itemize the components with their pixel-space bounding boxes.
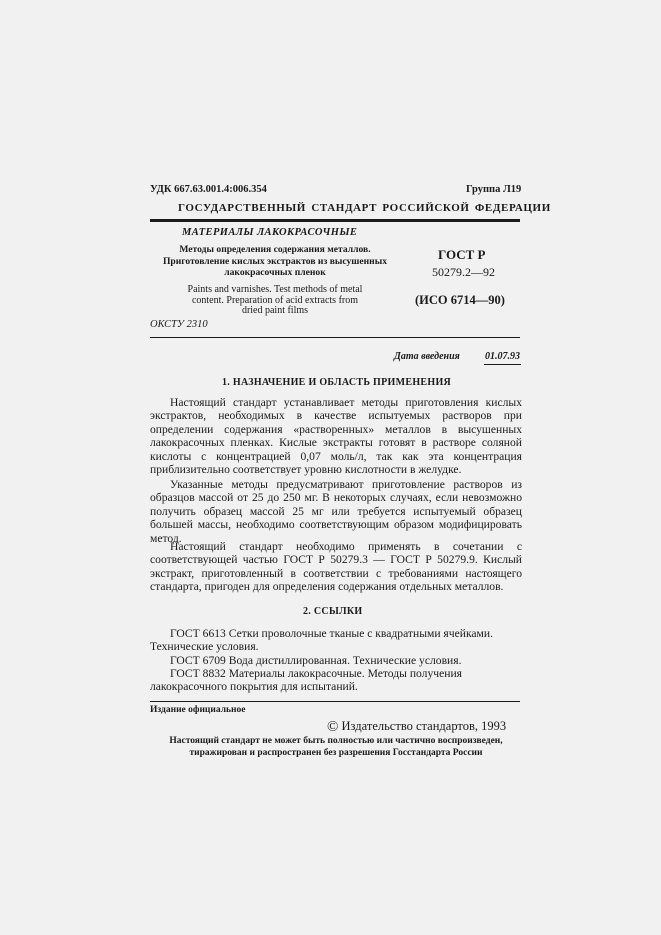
intro-date-value: 01.07.93 <box>485 351 520 362</box>
en-title <box>150 285 400 317</box>
ru-title-line: Приготовление кислых экстрактов из высушенных <box>162 255 388 267</box>
paragraph-text: Настоящий стандарт устанавливает методы приготовления кислых экстрактов, необходимых в качестве испытуемых растворов при определении содержания «растворенных» металлов в высушенных лакокрасочных пленках. Кислые экстракты готовят в растворе соляной кислоты с концентрацией 0,07 моль/л, так как эта концентрация приблизительно соответствует уровню кислотности в желудке. <box>150 396 522 477</box>
reference-text: ГОСТ 8832 Материалы лакокрасочные. Методы получения лакокрасочного покрытия для испытаний. <box>150 667 462 694</box>
intro-date-label: Дата введения <box>394 351 460 362</box>
footer-rule <box>150 701 520 702</box>
header-rule-thick <box>150 219 520 222</box>
ru-title <box>150 244 400 279</box>
section1-paragraph-3 <box>150 540 522 594</box>
notice-line: тиражирован и распространен без разрешения Госстандарта России <box>189 747 483 758</box>
state-standard-title: ГОСУДАРСТВЕННЫЙ СТАНДАРТ РОССИЙСКОЙ ФЕДЕРАЦИИ <box>178 202 551 214</box>
group-code: Группа Л19 <box>466 184 522 195</box>
en-title-line: content. Preparation of acid extracts from <box>191 294 359 306</box>
section2-heading: 2. ССЫЛКИ <box>303 606 363 617</box>
en-title-line: dried paint films <box>241 305 309 316</box>
reference-text: ГОСТ 6709 Вода дистиллированная. Технические условия. <box>170 654 462 667</box>
ru-title-line: лакокрасочных пленок <box>224 267 326 278</box>
reference-text: ГОСТ 6613 Сетки проволочные тканые с квадратными ячейками. Технические условия. <box>150 627 493 654</box>
gost-number: 50279.2—92 <box>432 265 495 279</box>
category-title: МАТЕРИАЛЫ ЛАКОКРАСОЧНЫЕ <box>182 227 358 238</box>
okstu-code: ОКСТУ 2310 <box>150 319 208 330</box>
gost-label: ГОСТ Р <box>438 247 486 262</box>
reference-item <box>150 627 522 654</box>
section1-heading: 1. НАЗНАЧЕНИЕ И ОБЛАСТЬ ПРИМЕНЕНИЯ <box>222 377 452 388</box>
intro-date-underline <box>484 364 521 365</box>
iso-number: (ИСО 6714—90) <box>415 293 505 307</box>
paragraph-text: Указанные методы предусматривают приготовление растворов из образцов массой от 25 до 250 мг. В некоторых случаях, если невозможно получить образец массой 25 мг или требуется испытуемый образец большей массы, необходимо соответствующим образом модифицировать метод. <box>150 478 522 545</box>
reference-item <box>150 654 522 667</box>
section1-paragraph-1 <box>150 396 522 476</box>
en-title-line: Paints and varnishes. Test methods of metal <box>187 284 363 295</box>
udk-code: УДК 667.63.001.4:006.354 <box>150 184 267 195</box>
paragraph-text: Настоящий стандарт необходимо применять в сочетании с соответствующей частью ГОСТ Р 50279.3 — ГОСТ Р 50279.9. Кислый экстракт, приготовленный в соответствии с требованиями настоящего стандарта, пригоден для определения содержания отдельных металлов. <box>150 540 522 594</box>
official-edition-label: Издание официальное <box>150 705 246 715</box>
copyright-line <box>327 719 506 736</box>
copyright-text: Издательство стандартов, 1993 <box>341 719 507 733</box>
section1-paragraph-2 <box>150 478 522 545</box>
notice-line: Настоящий стандарт не может быть полностью или частично воспроизведен, <box>169 736 503 746</box>
reference-item <box>150 667 522 694</box>
copyright-icon: © <box>327 719 339 735</box>
title-block-rule <box>150 337 520 338</box>
ru-title-line: Методы определения содержания металлов. <box>179 244 371 255</box>
reproduction-notice <box>150 736 522 759</box>
